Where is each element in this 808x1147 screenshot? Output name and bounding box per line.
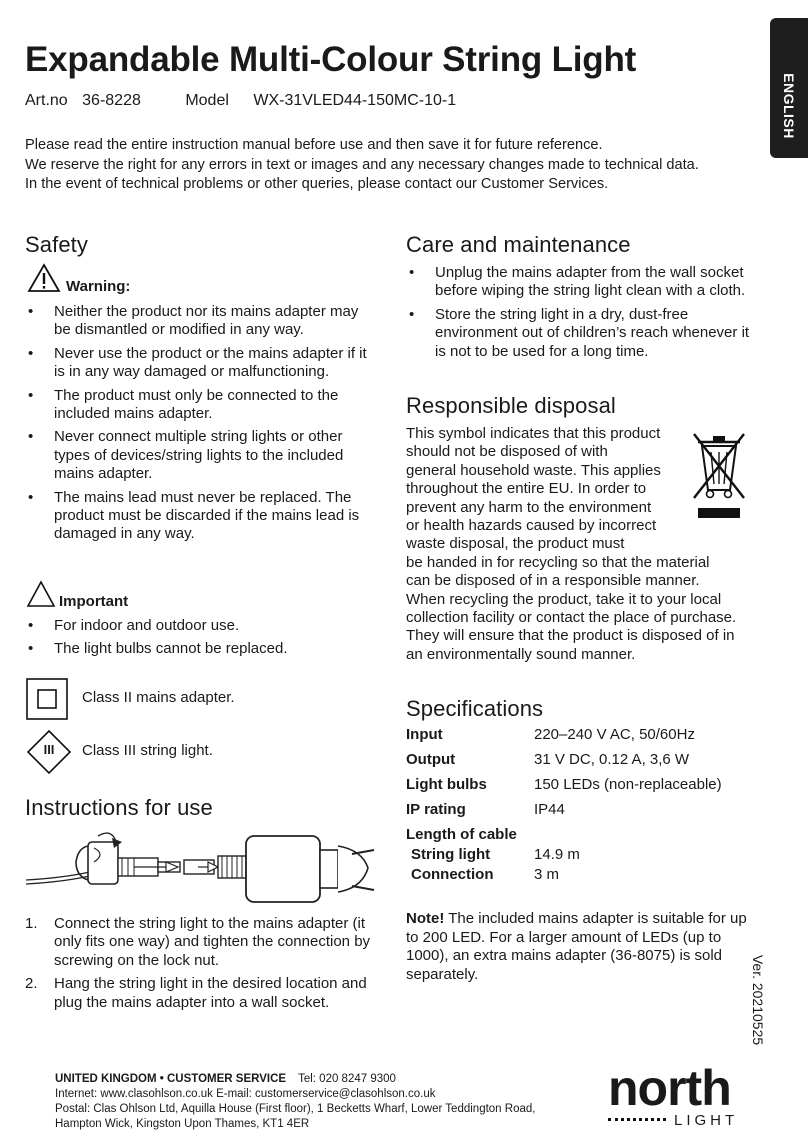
care-list	[406, 264, 756, 366]
safety-heading: Safety	[25, 232, 88, 257]
list-item: • Unplug the mains adapter from the wall socket before wiping the string light clean with a cloth.	[406, 264, 756, 301]
disposal-line: collection facility or contact the place of purchase.	[406, 609, 737, 627]
disposal-line: They will ensure that the product is disposed of in	[406, 627, 735, 645]
step-text: Connect the string light to the mains adapter (it only fits one way) and tighten the connection by screwing on the lock nut.	[54, 915, 371, 969]
list-item: • Store the string light in a dry, dust-free environment out of children’s reach whenever it is not to be used for a long time.	[406, 306, 756, 361]
instruction-steps	[25, 915, 375, 1017]
warning-list	[25, 303, 375, 549]
spec-value: 220–240 V AC, 50/60Hz	[534, 726, 695, 743]
disposal-line: or health hazards caused by incorrect	[406, 517, 657, 535]
spec-row	[406, 801, 766, 826]
disposal-line: When recycling the product, take it to your local	[406, 590, 722, 608]
logo-dots	[608, 1118, 666, 1121]
cable-label: Length of cable	[406, 826, 517, 843]
disposal-heading: Responsible disposal	[406, 393, 616, 418]
list-item: • For indoor and outdoor use.	[25, 617, 375, 635]
spec-row	[406, 726, 766, 751]
spec-value: 31 V DC, 0.12 A, 3,6 W	[534, 751, 690, 768]
spec-key: Input	[406, 726, 443, 743]
spec-value: IP44	[534, 801, 565, 818]
important-list	[25, 617, 375, 664]
language-tab-label: ENGLISH	[781, 73, 797, 139]
spec-row	[406, 866, 766, 886]
language-tab	[770, 18, 808, 158]
disposal-line: an environmentally sound manner.	[406, 645, 636, 663]
instructions-heading: Instructions for use	[25, 795, 213, 820]
disposal-text	[406, 425, 736, 664]
model-label: Model	[185, 92, 229, 109]
intro-line: We reserve the right for any errors in text or images and any necessary changes made to technical data.	[25, 156, 699, 173]
spec-row	[406, 751, 766, 776]
list-item	[25, 915, 375, 970]
disposal-line: throughout the entire EU. In order to	[406, 480, 647, 498]
spec-key: Output	[406, 751, 456, 768]
note-label: Note!	[406, 910, 445, 927]
version-text: Ver. 20210525	[750, 954, 766, 1046]
list-item: • Never connect multiple string lights or other types of devices/string lights to the included mains adapter.	[25, 428, 375, 483]
intro-text	[25, 136, 775, 195]
step-number: 2.	[25, 975, 38, 993]
art-number: 36-8228	[82, 92, 141, 109]
warning-icon	[27, 263, 61, 293]
spec-value: 150 LEDs (non-replaceable)	[534, 776, 722, 793]
spec-value: 3 m	[534, 866, 560, 883]
footer-internet: Internet: www.clasohlson.co.uk E-mail: customerservice@clasohlson.co.uk	[55, 1088, 436, 1100]
class-ii-icon	[26, 678, 68, 720]
spec-row	[406, 826, 766, 846]
list-item: • Never use the product or the mains adapter if it is in any way damaged or malfunctioning.	[25, 345, 375, 382]
logo-word: north	[608, 1060, 731, 1116]
brand-logo	[608, 1060, 758, 1136]
disposal-line: prevent any harm to the environment	[406, 498, 652, 516]
connection-illustration	[22, 828, 377, 912]
spec-note	[406, 910, 761, 984]
step-text: Hang the string light in the desired location and plug the mains adapter into a wall socket.	[54, 975, 367, 1011]
model-number: WX-31VLED44-150MC-10-1	[253, 92, 457, 109]
footer-contact	[55, 1072, 535, 1132]
disposal-line: general household waste. This applies	[406, 461, 661, 479]
intro-line: Please read the entire instruction manual before use and then save it for future reference.	[25, 137, 603, 153]
disposal-line: should not be disposed of with	[406, 443, 608, 461]
list-item	[25, 975, 375, 1012]
spec-table	[406, 726, 766, 886]
note-text: The included mains adapter is suitable for up to 200 LED. For a larger amount of LEDs (up to 1000), an extra mains adapter (36-8075) is sold separately.	[406, 910, 747, 983]
list-item: • The light bulbs cannot be replaced.	[25, 640, 375, 658]
spec-key: String light	[411, 846, 491, 863]
intro-line: In the event of technical problems or other queries, please contact our Customer Services.	[25, 176, 609, 192]
important-label: Important	[59, 593, 129, 610]
list-item: • Neither the product nor its mains adapter may be dismantled or modified in any way.	[25, 303, 375, 340]
spec-key: Connection	[411, 866, 494, 883]
step-number: 1.	[25, 915, 38, 932]
class-iii-symbol: III	[43, 742, 55, 757]
version-label	[748, 948, 768, 1058]
weee-bin-icon	[688, 428, 750, 524]
spec-row	[406, 776, 766, 801]
logo-sub: LIGHT	[674, 1112, 739, 1129]
warning-label: Warning:	[66, 278, 131, 295]
article-line	[25, 92, 456, 110]
footer-tel: Tel: 020 8247 9300	[298, 1073, 396, 1085]
footer-postal: Postal: Clas Ohlson Ltd, Aquilla House (First floor), 1 Becketts Wharf, Lower Teddington Road,	[55, 1103, 536, 1115]
important-triangle-icon	[26, 580, 56, 608]
footer-region: UNITED KINGDOM • CUSTOMER SERVICE	[55, 1073, 287, 1085]
spec-row	[406, 846, 766, 866]
disposal-line: can be disposed of in a responsible manner.	[406, 572, 700, 590]
specifications-heading: Specifications	[406, 696, 544, 721]
class-ii-text: Class II mains adapter.	[82, 689, 235, 706]
spec-key: IP rating	[406, 801, 466, 818]
class-iii-text: Class III string light.	[82, 742, 213, 759]
disposal-line: This symbol indicates that this product	[406, 425, 661, 442]
disposal-line: waste disposal, the product must	[406, 535, 625, 553]
page-title: Expandable Multi-Colour String Light	[25, 40, 637, 79]
art-label: Art.no	[25, 92, 68, 109]
disposal-line: be handed in for recycling so that the material	[406, 553, 710, 571]
footer-postal: Hampton Wick, Kingston Upon Thames, KT1 4ER	[55, 1118, 310, 1130]
list-item: • The product must only be connected to the included mains adapter.	[25, 387, 375, 424]
spec-key: Light bulbs	[406, 776, 487, 793]
care-heading: Care and maintenance	[406, 232, 631, 257]
list-item: • The mains lead must never be replaced. The product must be discarded if the mains lead is damaged in any way.	[25, 489, 375, 544]
spec-value: 14.9 m	[534, 846, 580, 863]
